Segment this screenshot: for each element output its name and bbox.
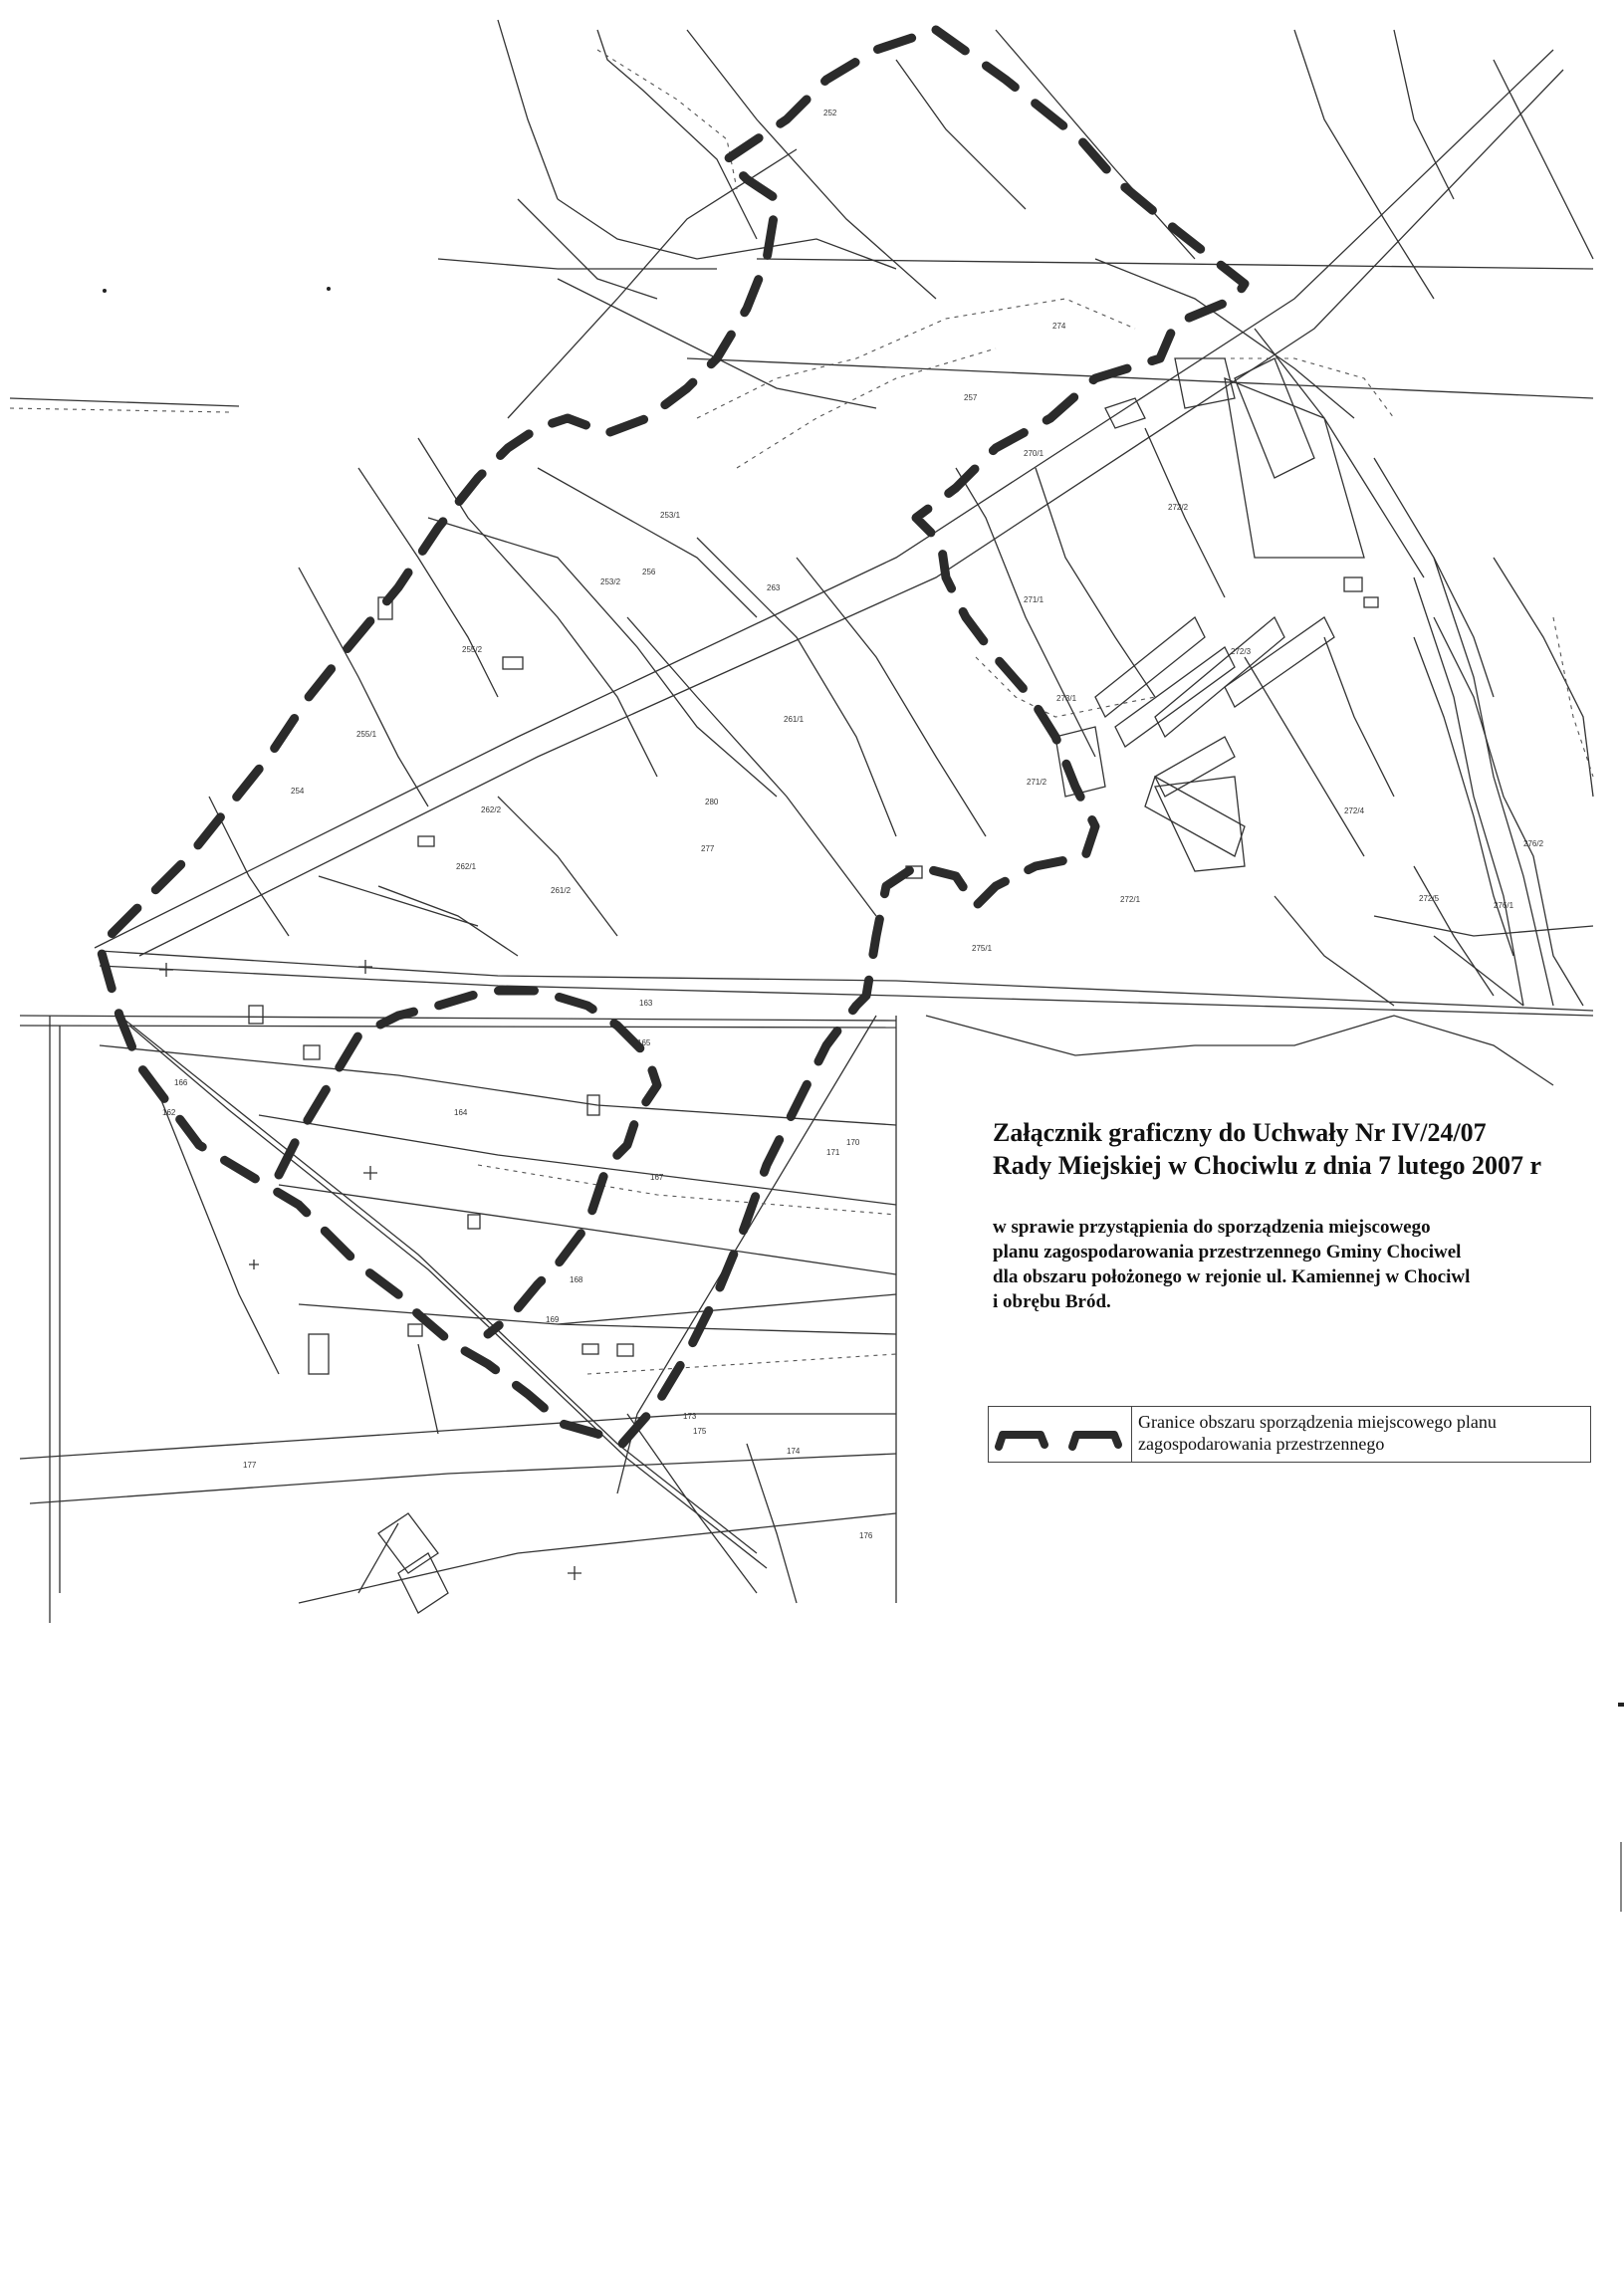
plot-label: 164 bbox=[454, 1108, 468, 1117]
plot-label: 272/2 bbox=[1168, 503, 1189, 512]
plot-label: 169 bbox=[546, 1315, 560, 1324]
plot-label: 280 bbox=[705, 798, 719, 806]
plot-label: 168 bbox=[570, 1275, 583, 1284]
subject-line-4: i obrębu Bród. bbox=[993, 1291, 1111, 1312]
plot-label: 252 bbox=[823, 109, 837, 117]
plot-label: 256 bbox=[642, 568, 656, 576]
subject-line-3: dla obszaru położonego w rejonie ul. Kamiennej w Chociwl bbox=[993, 1266, 1471, 1287]
plot-label: 253/1 bbox=[660, 511, 681, 520]
plot-label: 261/1 bbox=[784, 715, 805, 724]
plot-label: 271/1 bbox=[1024, 595, 1044, 604]
plot-label: 275/1 bbox=[972, 944, 993, 953]
plot-label: 270/1 bbox=[1024, 449, 1044, 458]
plot-label: 272/3 bbox=[1231, 647, 1252, 656]
plot-label: 171 bbox=[826, 1148, 840, 1157]
plot-label: 173 bbox=[683, 1412, 697, 1421]
title-block bbox=[993, 1116, 1620, 1182]
plot-label: 277 bbox=[701, 844, 715, 853]
plot-label: 271/2 bbox=[1027, 778, 1047, 787]
plot-label: 162 bbox=[162, 1108, 176, 1117]
plot-label: 272/4 bbox=[1344, 806, 1365, 815]
parcel-number-labels bbox=[162, 109, 1544, 1540]
parcel-lines bbox=[10, 20, 1593, 1006]
plot-label: 167 bbox=[650, 1173, 664, 1182]
subject-line-1: w sprawie przystąpienia do sporządzenia miejscowego bbox=[993, 1217, 1431, 1238]
boundary-legend-symbol bbox=[989, 1407, 1132, 1462]
plot-label: 273/1 bbox=[1056, 694, 1077, 703]
plot-label: 276/1 bbox=[1494, 901, 1514, 910]
legend bbox=[988, 1406, 1591, 1463]
subject-line-2: planu zagospodarowania przestrzennego Gminy Chociwel bbox=[993, 1242, 1462, 1262]
legend-line-1: Granice obszaru sporządzenia miejscowego planu bbox=[1138, 1412, 1497, 1432]
title-line-2: Rady Miejskiej w Chociwlu z dnia 7 lutego 2007 r bbox=[993, 1151, 1542, 1180]
plot-label: 175 bbox=[693, 1427, 707, 1436]
plot-label: 263 bbox=[767, 583, 781, 592]
plot-label: 254 bbox=[291, 787, 305, 796]
plot-label: 170 bbox=[846, 1138, 860, 1147]
plot-label: 165 bbox=[637, 1038, 651, 1047]
lower-sheet-lines bbox=[20, 1016, 896, 1623]
plot-label: 262/1 bbox=[456, 862, 477, 871]
scan-artifacts bbox=[103, 287, 1624, 1912]
plot-label: 272/1 bbox=[1120, 895, 1141, 904]
plot-label: 166 bbox=[174, 1078, 188, 1087]
plot-label: 274 bbox=[1052, 322, 1066, 331]
plot-label: 257 bbox=[964, 393, 978, 402]
plot-label: 261/2 bbox=[551, 886, 572, 895]
plot-label: 253/2 bbox=[600, 577, 621, 586]
plot-label: 174 bbox=[787, 1447, 801, 1456]
plot-label: 255/2 bbox=[462, 645, 483, 654]
plot-label: 163 bbox=[639, 999, 653, 1008]
plot-label: 276/2 bbox=[1523, 839, 1544, 848]
plot-label: 272/5 bbox=[1419, 894, 1440, 903]
title-line-1: Załącznik graficzny do Uchwały Nr IV/24/07 bbox=[993, 1118, 1487, 1147]
subject-block bbox=[993, 1215, 1620, 1314]
legend-line-2: zagospodarowania przestrzennego bbox=[1138, 1434, 1385, 1454]
plot-label: 177 bbox=[243, 1461, 257, 1470]
plot-label: 176 bbox=[859, 1531, 873, 1540]
plot-label: 262/2 bbox=[481, 805, 502, 814]
legend-label bbox=[1132, 1407, 1590, 1462]
plot-label: 255/1 bbox=[356, 730, 377, 739]
